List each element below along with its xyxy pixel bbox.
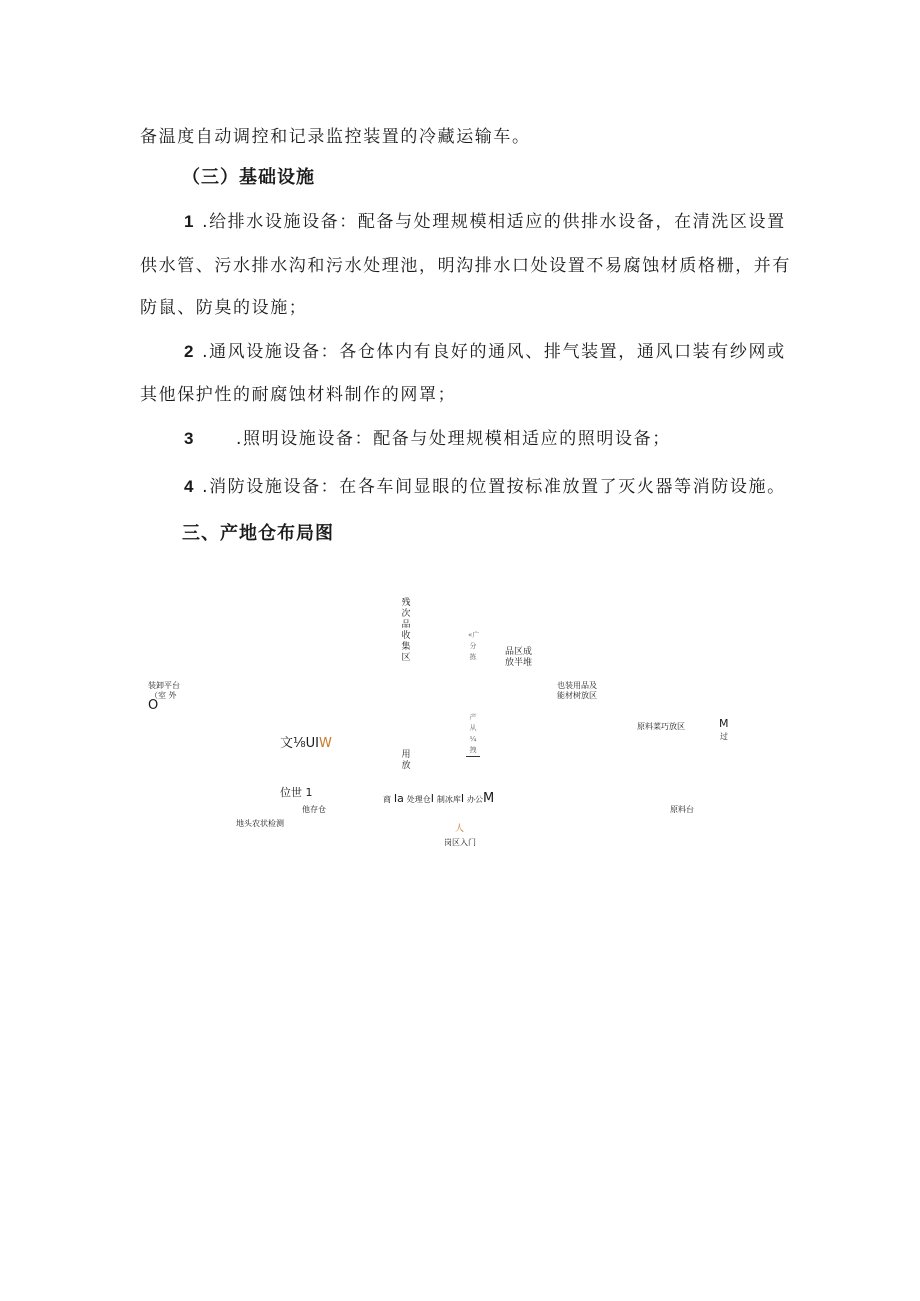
packaging-materials-area-label-2: 能材树放区 — [557, 691, 597, 700]
entrance-label: 岗区入门 — [444, 838, 476, 847]
item-1-line-3: 防鼠、防臭的设施； — [140, 298, 308, 318]
outdoor-marker: O — [148, 698, 159, 713]
item-1-line-2: 供水管、污水排水沟和污水处理池，明沟排水口处设置不易腐蚀材质格栅，并有 — [140, 256, 791, 276]
residue-collection-area-label: 残次品收集区 — [401, 598, 411, 663]
storage-label-w: W — [318, 736, 332, 751]
usage-storage-label: 用放 — [401, 750, 411, 771]
item-1-text: .给排水设施设备：配备与处理规模相适应的供排水设备，在清洗区设置 — [202, 212, 786, 232]
warehouse-layout-diagram — [140, 590, 780, 860]
item-2-line-1 — [184, 340, 786, 364]
semi-product-area-label-2: 放半堆 — [505, 658, 533, 668]
item-3-line-1 — [184, 427, 671, 451]
building-row — [383, 793, 494, 806]
ice-house-label: 制冰库 — [436, 795, 461, 804]
person-icon: 人 — [455, 824, 465, 834]
section-heading-infrastructure: （三）基础设施 — [182, 167, 315, 188]
separator-2: I — [460, 792, 465, 805]
raw-material-table-label: 原料台 — [670, 805, 694, 814]
passage-label: 过 — [720, 732, 728, 741]
field-testing-label: 地头农状检测 — [236, 819, 284, 828]
shang-label: 商 — [383, 795, 391, 804]
storage-label-text: 文⅛UI — [280, 736, 319, 751]
item-1-line-1 — [184, 210, 786, 234]
separator-1: I — [430, 792, 434, 805]
sorting-area-label: «广分拣 — [468, 631, 480, 661]
section-heading-layout: 三、产地仓布局图 — [182, 523, 334, 544]
processing-warehouse-label: 处理仓 — [406, 795, 431, 804]
item-1-number: 1 — [184, 212, 196, 231]
raw-material-storage-label: 原料菜巧放区 — [637, 722, 685, 731]
body-line: 备温度自动调控和记录监控装置的冷藏运输车。 — [140, 127, 531, 147]
production-area-label: 产从¼拽 — [469, 713, 477, 754]
position-label: 位世 1 — [280, 786, 313, 799]
packaging-materials-area-label: 也装用品及 — [557, 681, 597, 690]
item-4-text: .消防设施设备：在各车间显眼的位置按标准放置了灭火器等消防设施。 — [202, 477, 786, 497]
item-4-line-1 — [184, 475, 786, 499]
semi-product-area-label: 品区成 — [505, 647, 533, 657]
item-3-text: .照明设施设备：配备与处理规模相适应的照明设备； — [236, 429, 671, 449]
storage-label — [280, 738, 332, 749]
item-3-number: 3 — [184, 429, 196, 448]
item-4-number: 4 — [184, 477, 196, 496]
item-2-text: .通风设施设备：各仓体内有良好的通风、排气装置，通风口装有纱网或 — [202, 342, 786, 362]
item-2-number: 2 — [184, 342, 196, 361]
m-label: M — [719, 717, 729, 730]
divider-line — [466, 756, 480, 757]
other-storage-label: 他存仓 — [302, 805, 326, 814]
office-m-label: M — [483, 791, 495, 806]
outdoor-label: （室 外 — [150, 691, 177, 700]
loading-platform-label: 装卸平台 — [148, 681, 180, 690]
la-label: Ia — [393, 792, 404, 805]
item-2-line-2: 其他保护性的耐腐蚀材料制作的网罩； — [140, 385, 457, 405]
office-label: 办公 — [467, 795, 483, 804]
